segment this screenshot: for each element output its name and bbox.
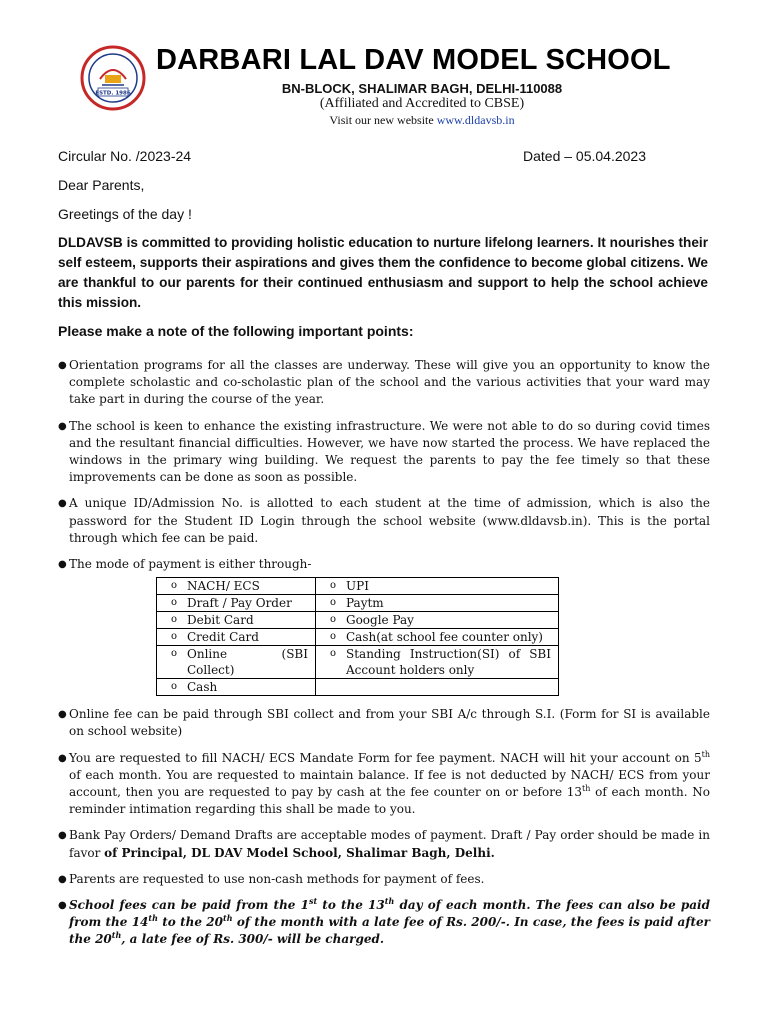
table-row [157, 578, 559, 595]
payment-option [346, 646, 551, 662]
table-cell [157, 578, 316, 595]
point-orientation [58, 357, 710, 409]
table-row [157, 646, 559, 679]
point-text: , a late fee of Rs. 300/- will be charged. [121, 932, 385, 947]
point-text-bold: of Principal, DL DAV Model School, Shalimar Bagh, Delhi. [104, 845, 495, 860]
greeting: Greetings of the day ! [58, 206, 192, 222]
circle-bullet-icon: o [171, 681, 178, 693]
bullet-icon: ● [58, 360, 67, 371]
point-text: day of each month. The fees can also be paid from the 14 [69, 898, 710, 930]
payment-option: NACH/ ECS [187, 579, 260, 594]
circle-bullet-icon: o [330, 597, 337, 609]
point-text: of each month. You are requested to maintain balance. If fee is not deducted by NACH/ ECS from your account, then you are requested to pay by cash at the fee counter on or before 13 [69, 767, 710, 800]
point-text: The mode of payment is either through- [69, 557, 312, 572]
point-text: A unique ID/Admission No. is allotted to each student at the time of admission, which is also the password for the Student ID Login through the school website (www.dldavsb.in). This is the portal through which fee can be paid. [69, 496, 710, 545]
point-text: of each month. No reminder intimation regarding this shall be made to you. [69, 785, 710, 817]
superscript: th [148, 913, 158, 924]
point-text: Online fee can be paid through SBI collect and from your SBI A/c through S.I. (Form for SI is available on school website) [69, 707, 710, 739]
payment-option: UPI [346, 579, 369, 594]
note-heading: Please make a note of the following important points: [58, 323, 414, 339]
payment-option: Draft / Pay Order [187, 596, 292, 611]
bullet-icon: ● [58, 420, 67, 432]
point-nach [58, 750, 710, 819]
table-cell [157, 646, 316, 679]
circle-bullet-icon: o [171, 648, 178, 660]
option-word: (SBI [281, 647, 308, 662]
salutation: Dear Parents, [58, 177, 145, 193]
intro-paragraph: DLDAVSB is committed to providing holistic education to nurture lifelong learners. It nourishes their self esteem, supports their aspirations and gives them the confidence to become global citizens. We are thankful to our parents for their continued enthusiasm and support to help the school achieve this mission. [58, 235, 708, 310]
bullet-icon: ● [58, 900, 67, 912]
option-word: Online [187, 647, 228, 662]
table-cell [157, 629, 316, 646]
point-online-fee [58, 706, 710, 740]
table-cell-empty [316, 679, 559, 696]
superscript: th [582, 784, 591, 794]
superscript: th [223, 913, 233, 924]
circle-bullet-icon: o [171, 580, 178, 592]
circle-bullet-icon: o [330, 631, 337, 643]
point-text: of the month with a late fee of Rs. 200/-. In case, the fees is paid after the 20 [69, 915, 710, 947]
table-row [157, 679, 559, 696]
point-text: You are requested to fill NACH/ ECS Mandate Form for fee payment. NACH will hit your account on 5 [69, 750, 702, 765]
point-non-cash [58, 871, 710, 888]
point-text: The school is keen to enhance the existing infrastructure. We were not able to do so during covid times and the resultant financial difficulties. However, we have now started the process. We have replaced the windows in the primary wing building. We request the parents to pay the fee timely so that these improvements can be done as soon as possible. [69, 418, 710, 485]
table-row [157, 612, 559, 629]
point-text: to the 13 [317, 898, 385, 913]
website-link[interactable]: www.dldavsb.in [436, 113, 515, 127]
payment-option-continued: Collect) [187, 663, 235, 678]
circle-bullet-icon: o [171, 597, 178, 609]
superscript: th [384, 896, 395, 907]
circular-date: Dated – 05.04.2023 [523, 148, 646, 164]
table-row [157, 595, 559, 612]
bullet-icon: ● [58, 830, 67, 842]
option-word: SBI [529, 647, 551, 662]
circle-bullet-icon: o [171, 631, 178, 643]
point-text: Parents are requested to use non-cash methods for payment of fees. [69, 871, 485, 886]
circle-bullet-icon: o [330, 614, 337, 626]
table-cell [157, 612, 316, 629]
circle-bullet-icon: o [330, 648, 337, 660]
bullet-icon: ● [58, 752, 67, 764]
bullet-icon: ● [58, 709, 67, 721]
point-payment-mode [58, 556, 710, 573]
logo-estd-text: ESTD. 1986 [95, 90, 131, 97]
payment-option: Debit Card [187, 613, 254, 628]
bullet-icon: ● [58, 873, 67, 885]
superscript: st [308, 896, 318, 907]
bullet-icon: ● [58, 498, 67, 510]
bullet-icon: ● [58, 559, 67, 571]
school-address: BN-BLOCK, SHALIMAR BAGH, DELHI-110088 [281, 81, 563, 96]
point-pay-orders [58, 827, 710, 861]
option-word: Instruction(SI) [409, 647, 500, 662]
payment-option [187, 646, 308, 662]
table-cell [157, 595, 316, 612]
table-cell [316, 612, 559, 629]
point-infrastructure [58, 418, 710, 487]
school-affiliation: (Affiliated and Accredited to CBSE) [319, 96, 525, 111]
payment-option: Google Pay [346, 613, 414, 628]
superscript: th [111, 930, 122, 941]
point-unique-id [58, 495, 710, 547]
payment-option: Paytm [346, 596, 384, 611]
payment-option: Credit Card [187, 630, 259, 645]
point-fee-schedule [58, 897, 710, 949]
superscript: th [701, 749, 710, 759]
point-text: Orientation programs for all the classes are underway. These will give you an opportunity to know the complete scholastic and co-scholastic plan of the school and the various activities that your ward may take part in during the course of the year. [69, 358, 710, 407]
circle-bullet-icon: o [171, 614, 178, 626]
point-text: to the 20 [157, 915, 223, 930]
table-cell [316, 595, 559, 612]
school-name: DARBARI LAL DAV MODEL SCHOOL [156, 44, 671, 76]
payment-option: Cash(at school fee counter only) [346, 630, 543, 645]
website-line [156, 113, 688, 128]
table-cell [316, 578, 559, 595]
points-list [58, 357, 710, 958]
payment-option-continued: Account holders only [346, 663, 475, 678]
circular-number: Circular No. /2023-24 [58, 148, 192, 164]
point-text: Bank Pay Orders/ Demand Drafts are acceptable modes of payment. Draft / Pay order should be made in favor [69, 828, 710, 860]
table-cell [316, 646, 559, 679]
table-row [157, 629, 559, 646]
payment-methods-table [156, 577, 559, 696]
payment-option: Cash [187, 680, 218, 695]
point-text: School fees can be paid from the 1 [69, 898, 309, 913]
circle-bullet-icon: o [330, 580, 337, 592]
option-word: Standing [346, 647, 401, 662]
option-word: of [508, 647, 521, 662]
website-prefix: Visit our new website [329, 113, 434, 127]
table-cell [316, 629, 559, 646]
table-cell [157, 679, 316, 696]
school-logo-emblem [80, 45, 146, 111]
